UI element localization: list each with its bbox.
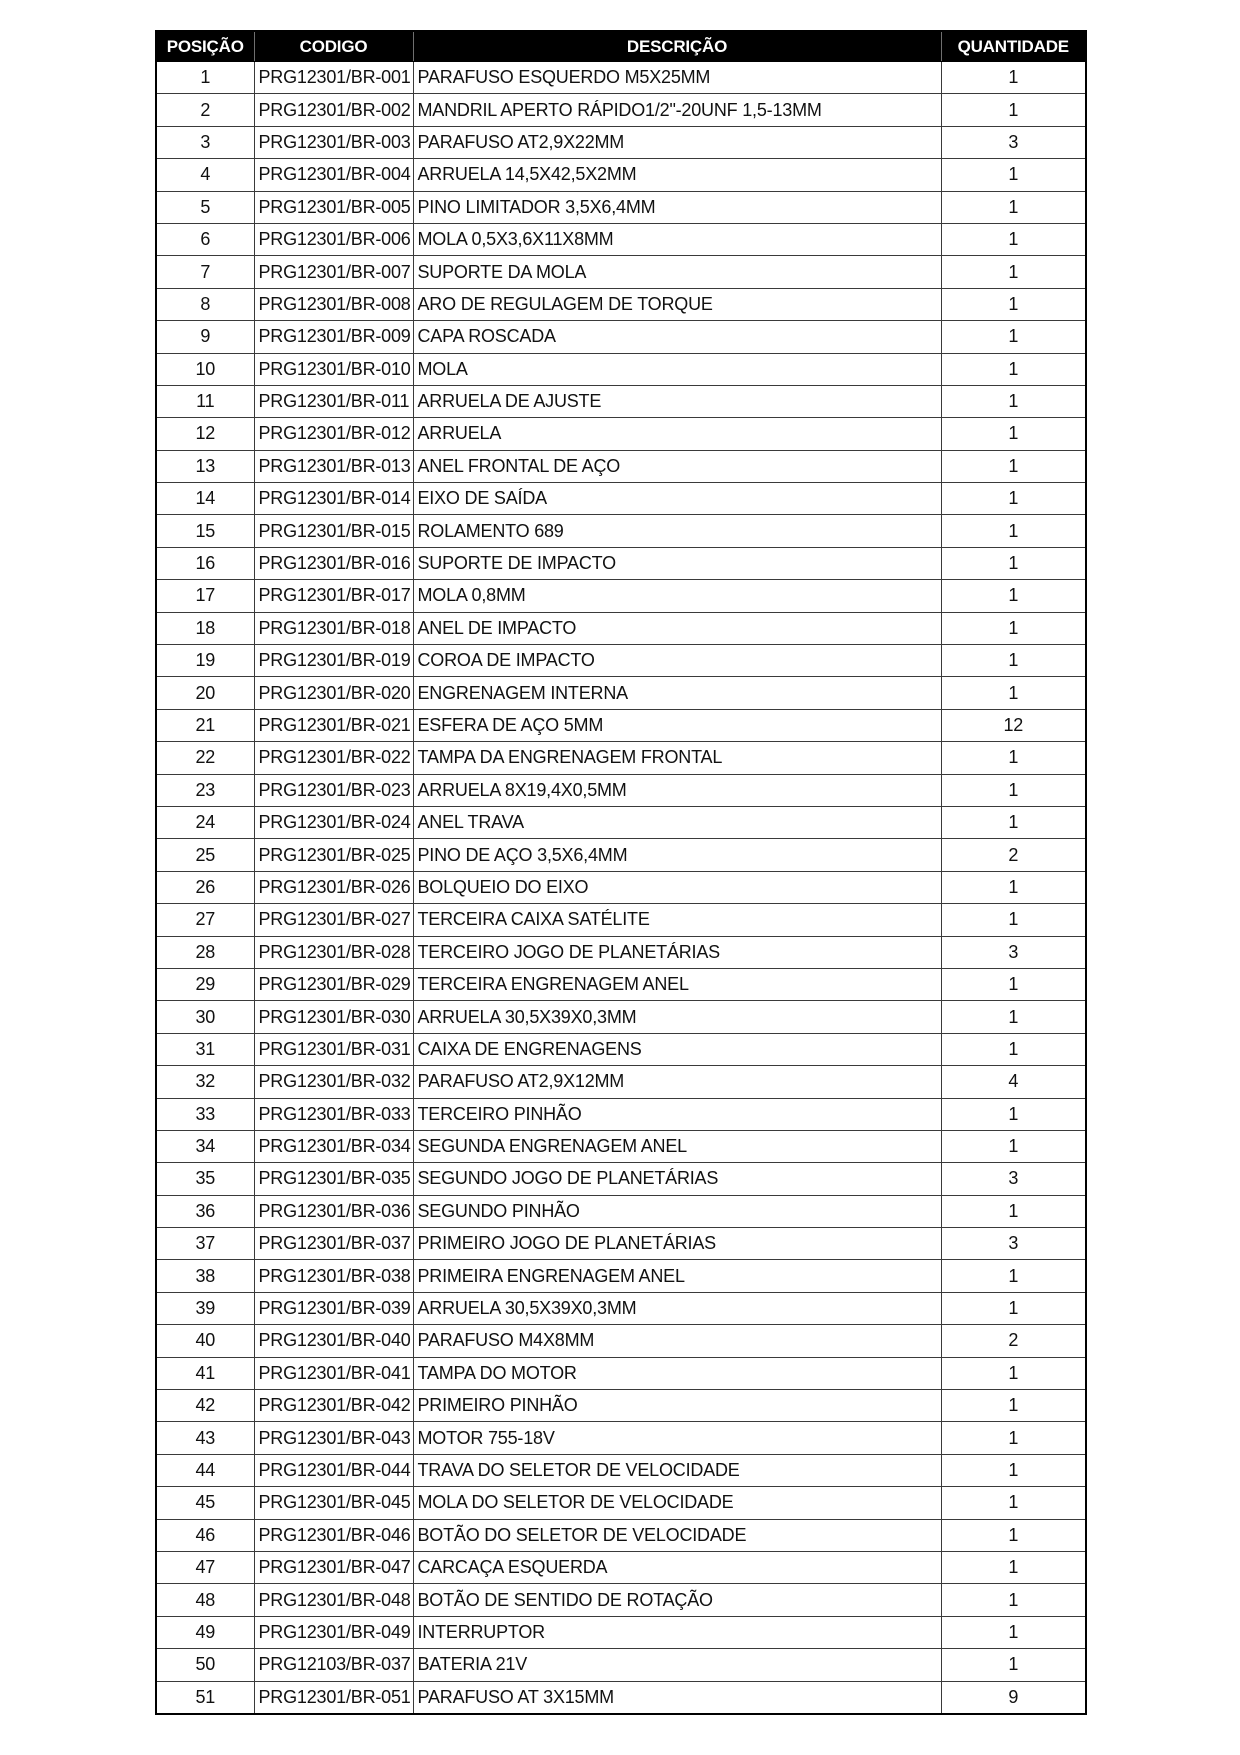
table-row [156, 62, 1086, 94]
table-row [156, 1195, 1086, 1227]
cell-quantidade: 1 [941, 483, 1086, 515]
cell-posicao: 21 [156, 709, 254, 741]
cell-quantidade: 1 [941, 1130, 1086, 1162]
cell-posicao: 12 [156, 418, 254, 450]
cell-codigo: PRG12301/BR-004 [254, 159, 413, 191]
cell-codigo: PRG12301/BR-010 [254, 353, 413, 385]
table-row [156, 1001, 1086, 1033]
table-row [156, 94, 1086, 126]
cell-codigo: PRG12301/BR-011 [254, 385, 413, 417]
cell-descricao: ARRUELA 14,5X42,5X2MM [413, 159, 941, 191]
cell-codigo: PRG12301/BR-049 [254, 1616, 413, 1648]
cell-codigo: PRG12301/BR-033 [254, 1098, 413, 1130]
cell-quantidade: 1 [941, 1584, 1086, 1616]
cell-posicao: 15 [156, 515, 254, 547]
cell-descricao: PRIMEIRO PINHÃO [413, 1390, 941, 1422]
table-row [156, 1649, 1086, 1681]
cell-posicao: 51 [156, 1681, 254, 1714]
cell-descricao: ESFERA DE AÇO 5MM [413, 709, 941, 741]
cell-descricao: SUPORTE DA MOLA [413, 256, 941, 288]
cell-posicao: 37 [156, 1228, 254, 1260]
cell-posicao: 1 [156, 62, 254, 94]
cell-descricao: PINO LIMITADOR 3,5X6,4MM [413, 191, 941, 223]
cell-descricao: PARAFUSO ESQUERDO M5X25MM [413, 62, 941, 94]
table-row [156, 418, 1086, 450]
cell-codigo: PRG12301/BR-032 [254, 1066, 413, 1098]
cell-codigo: PRG12301/BR-013 [254, 450, 413, 482]
cell-quantidade: 3 [941, 936, 1086, 968]
table-row [156, 1033, 1086, 1065]
cell-posicao: 38 [156, 1260, 254, 1292]
cell-descricao: INTERRUPTOR [413, 1616, 941, 1648]
cell-descricao: ANEL FRONTAL DE AÇO [413, 450, 941, 482]
cell-codigo: PRG12301/BR-026 [254, 871, 413, 903]
table-row [156, 126, 1086, 158]
cell-quantidade: 1 [941, 774, 1086, 806]
table-row [156, 483, 1086, 515]
cell-quantidade: 1 [941, 159, 1086, 191]
cell-codigo: PRG12301/BR-035 [254, 1163, 413, 1195]
cell-codigo: PRG12301/BR-045 [254, 1487, 413, 1519]
cell-codigo: PRG12301/BR-009 [254, 321, 413, 353]
table-row [156, 547, 1086, 579]
cell-descricao: PINO DE AÇO 3,5X6,4MM [413, 839, 941, 871]
cell-quantidade: 1 [941, 256, 1086, 288]
cell-posicao: 23 [156, 774, 254, 806]
cell-descricao: TAMPA DO MOTOR [413, 1357, 941, 1389]
cell-quantidade: 1 [941, 1487, 1086, 1519]
table-row [156, 1098, 1086, 1130]
cell-posicao: 27 [156, 904, 254, 936]
table-row [156, 191, 1086, 223]
cell-descricao: MOLA [413, 353, 941, 385]
cell-quantidade: 1 [941, 1551, 1086, 1583]
cell-codigo: PRG12301/BR-019 [254, 645, 413, 677]
cell-codigo: PRG12301/BR-048 [254, 1584, 413, 1616]
cell-descricao: PRIMEIRO JOGO DE PLANETÁRIAS [413, 1228, 941, 1260]
table-row [156, 1163, 1086, 1195]
cell-descricao: TERCEIRO JOGO DE PLANETÁRIAS [413, 936, 941, 968]
cell-descricao: PARAFUSO AT2,9X22MM [413, 126, 941, 158]
cell-codigo: PRG12301/BR-030 [254, 1001, 413, 1033]
cell-quantidade: 1 [941, 968, 1086, 1000]
cell-posicao: 6 [156, 223, 254, 255]
cell-posicao: 24 [156, 806, 254, 838]
table-row [156, 968, 1086, 1000]
cell-descricao: ARO DE REGULAGEM DE TORQUE [413, 288, 941, 320]
cell-quantidade: 1 [941, 547, 1086, 579]
cell-posicao: 11 [156, 385, 254, 417]
cell-posicao: 25 [156, 839, 254, 871]
cell-codigo: PRG12301/BR-034 [254, 1130, 413, 1162]
cell-quantidade: 1 [941, 1616, 1086, 1648]
cell-descricao: ROLAMENTO 689 [413, 515, 941, 547]
cell-descricao: TAMPA DA ENGRENAGEM FRONTAL [413, 742, 941, 774]
cell-posicao: 36 [156, 1195, 254, 1227]
table-row [156, 223, 1086, 255]
cell-posicao: 10 [156, 353, 254, 385]
cell-codigo: PRG12301/BR-043 [254, 1422, 413, 1454]
cell-posicao: 44 [156, 1454, 254, 1486]
cell-quantidade: 1 [941, 1195, 1086, 1227]
cell-descricao: TERCEIRA ENGRENAGEM ANEL [413, 968, 941, 1000]
cell-descricao: ARRUELA 30,5X39X0,3MM [413, 1001, 941, 1033]
table-row [156, 1292, 1086, 1324]
cell-quantidade: 1 [941, 191, 1086, 223]
cell-descricao: CAPA ROSCADA [413, 321, 941, 353]
table-row [156, 159, 1086, 191]
cell-quantidade: 4 [941, 1066, 1086, 1098]
cell-quantidade: 1 [941, 450, 1086, 482]
table-row [156, 1454, 1086, 1486]
cell-codigo: PRG12301/BR-003 [254, 126, 413, 158]
cell-quantidade: 12 [941, 709, 1086, 741]
cell-posicao: 13 [156, 450, 254, 482]
cell-codigo: PRG12301/BR-018 [254, 612, 413, 644]
cell-descricao: ARRUELA 30,5X39X0,3MM [413, 1292, 941, 1324]
table-row [156, 1487, 1086, 1519]
cell-quantidade: 3 [941, 126, 1086, 158]
cell-posicao: 9 [156, 321, 254, 353]
cell-descricao: SEGUNDO PINHÃO [413, 1195, 941, 1227]
cell-descricao: ARRUELA 8X19,4X0,5MM [413, 774, 941, 806]
cell-codigo: PRG12301/BR-002 [254, 94, 413, 126]
cell-descricao: BOTÃO DE SENTIDO DE ROTAÇÃO [413, 1584, 941, 1616]
cell-posicao: 34 [156, 1130, 254, 1162]
cell-quantidade: 1 [941, 1519, 1086, 1551]
cell-posicao: 32 [156, 1066, 254, 1098]
cell-codigo: PRG12301/BR-008 [254, 288, 413, 320]
cell-quantidade: 1 [941, 871, 1086, 903]
table-row [156, 1325, 1086, 1357]
table-row [156, 1260, 1086, 1292]
cell-codigo: PRG12301/BR-027 [254, 904, 413, 936]
cell-posicao: 35 [156, 1163, 254, 1195]
cell-posicao: 45 [156, 1487, 254, 1519]
cell-posicao: 17 [156, 580, 254, 612]
cell-quantidade: 3 [941, 1228, 1086, 1260]
cell-posicao: 42 [156, 1390, 254, 1422]
cell-codigo: PRG12301/BR-015 [254, 515, 413, 547]
cell-quantidade: 2 [941, 839, 1086, 871]
cell-codigo: PRG12301/BR-024 [254, 806, 413, 838]
cell-posicao: 26 [156, 871, 254, 903]
cell-descricao: COROA DE IMPACTO [413, 645, 941, 677]
table-row [156, 774, 1086, 806]
cell-descricao: PARAFUSO AT 3X15MM [413, 1681, 941, 1714]
cell-descricao: EIXO DE SAÍDA [413, 483, 941, 515]
cell-quantidade: 1 [941, 385, 1086, 417]
table-row [156, 1066, 1086, 1098]
table-row [156, 1584, 1086, 1616]
cell-descricao: ANEL DE IMPACTO [413, 612, 941, 644]
cell-codigo: PRG12301/BR-046 [254, 1519, 413, 1551]
cell-quantidade: 1 [941, 1422, 1086, 1454]
cell-codigo: PRG12301/BR-044 [254, 1454, 413, 1486]
cell-quantidade: 2 [941, 1325, 1086, 1357]
table-row [156, 936, 1086, 968]
cell-quantidade: 1 [941, 1098, 1086, 1130]
table-row [156, 1422, 1086, 1454]
cell-posicao: 30 [156, 1001, 254, 1033]
cell-quantidade: 1 [941, 515, 1086, 547]
cell-quantidade: 1 [941, 1260, 1086, 1292]
parts-table [155, 30, 1087, 1715]
table-row [156, 321, 1086, 353]
cell-quantidade: 1 [941, 1033, 1086, 1065]
cell-codigo: PRG12301/BR-022 [254, 742, 413, 774]
table-row [156, 871, 1086, 903]
cell-quantidade: 1 [941, 1649, 1086, 1681]
cell-posicao: 20 [156, 677, 254, 709]
cell-descricao: CARCAÇA ESQUERDA [413, 1551, 941, 1583]
cell-descricao: ARRUELA DE AJUSTE [413, 385, 941, 417]
table-row [156, 1519, 1086, 1551]
table-row [156, 709, 1086, 741]
cell-posicao: 3 [156, 126, 254, 158]
cell-descricao: BOLQUEIO DO EIXO [413, 871, 941, 903]
cell-descricao: MOTOR 755-18V [413, 1422, 941, 1454]
cell-descricao: TERCEIRA CAIXA SATÉLITE [413, 904, 941, 936]
cell-posicao: 49 [156, 1616, 254, 1648]
table-row [156, 742, 1086, 774]
cell-quantidade: 1 [941, 353, 1086, 385]
cell-quantidade: 1 [941, 904, 1086, 936]
cell-codigo: PRG12103/BR-037 [254, 1649, 413, 1681]
cell-codigo: PRG12301/BR-039 [254, 1292, 413, 1324]
cell-codigo: PRG12301/BR-007 [254, 256, 413, 288]
table-row [156, 288, 1086, 320]
cell-posicao: 16 [156, 547, 254, 579]
table-row [156, 353, 1086, 385]
cell-quantidade: 1 [941, 1454, 1086, 1486]
table-row [156, 645, 1086, 677]
cell-codigo: PRG12301/BR-031 [254, 1033, 413, 1065]
cell-posicao: 50 [156, 1649, 254, 1681]
cell-codigo: PRG12301/BR-038 [254, 1260, 413, 1292]
cell-quantidade: 1 [941, 1390, 1086, 1422]
cell-codigo: PRG12301/BR-051 [254, 1681, 413, 1714]
cell-codigo: PRG12301/BR-020 [254, 677, 413, 709]
cell-posicao: 8 [156, 288, 254, 320]
cell-codigo: PRG12301/BR-016 [254, 547, 413, 579]
cell-posicao: 39 [156, 1292, 254, 1324]
cell-descricao: CAIXA DE ENGRENAGENS [413, 1033, 941, 1065]
cell-descricao: BOTÃO DO SELETOR DE VELOCIDADE [413, 1519, 941, 1551]
cell-posicao: 40 [156, 1325, 254, 1357]
cell-codigo: PRG12301/BR-042 [254, 1390, 413, 1422]
cell-codigo: PRG12301/BR-028 [254, 936, 413, 968]
cell-posicao: 29 [156, 968, 254, 1000]
cell-quantidade: 1 [941, 418, 1086, 450]
cell-codigo: PRG12301/BR-005 [254, 191, 413, 223]
cell-quantidade: 1 [941, 223, 1086, 255]
cell-quantidade: 1 [941, 62, 1086, 94]
cell-descricao: SEGUNDO JOGO DE PLANETÁRIAS [413, 1163, 941, 1195]
cell-quantidade: 1 [941, 806, 1086, 838]
table-row [156, 515, 1086, 547]
cell-quantidade: 1 [941, 742, 1086, 774]
table-header-row [156, 31, 1086, 62]
cell-quantidade: 9 [941, 1681, 1086, 1714]
column-header-descricao: DESCRIÇÃO [413, 31, 941, 62]
cell-posicao: 2 [156, 94, 254, 126]
table-row [156, 1357, 1086, 1389]
cell-posicao: 18 [156, 612, 254, 644]
cell-quantidade: 1 [941, 1292, 1086, 1324]
cell-posicao: 47 [156, 1551, 254, 1583]
table-row [156, 1616, 1086, 1648]
cell-posicao: 28 [156, 936, 254, 968]
cell-descricao: PARAFUSO M4X8MM [413, 1325, 941, 1357]
cell-quantidade: 1 [941, 677, 1086, 709]
cell-posicao: 31 [156, 1033, 254, 1065]
cell-posicao: 14 [156, 483, 254, 515]
cell-quantidade: 3 [941, 1163, 1086, 1195]
cell-quantidade: 1 [941, 94, 1086, 126]
cell-posicao: 4 [156, 159, 254, 191]
cell-quantidade: 1 [941, 580, 1086, 612]
cell-posicao: 41 [156, 1357, 254, 1389]
cell-descricao: PRIMEIRA ENGRENAGEM ANEL [413, 1260, 941, 1292]
cell-descricao: MOLA 0,8MM [413, 580, 941, 612]
cell-codigo: PRG12301/BR-006 [254, 223, 413, 255]
cell-descricao: MOLA DO SELETOR DE VELOCIDADE [413, 1487, 941, 1519]
table-row [156, 385, 1086, 417]
table-row [156, 580, 1086, 612]
cell-codigo: PRG12301/BR-029 [254, 968, 413, 1000]
cell-codigo: PRG12301/BR-001 [254, 62, 413, 94]
cell-descricao: ARRUELA [413, 418, 941, 450]
cell-quantidade: 1 [941, 612, 1086, 644]
cell-descricao: ANEL TRAVA [413, 806, 941, 838]
cell-posicao: 22 [156, 742, 254, 774]
cell-descricao: MANDRIL APERTO RÁPIDO1/2"-20UNF 1,5-13MM [413, 94, 941, 126]
cell-codigo: PRG12301/BR-040 [254, 1325, 413, 1357]
cell-codigo: PRG12301/BR-017 [254, 580, 413, 612]
table-row [156, 677, 1086, 709]
cell-posicao: 43 [156, 1422, 254, 1454]
cell-descricao: TRAVA DO SELETOR DE VELOCIDADE [413, 1454, 941, 1486]
parts-table-body [156, 62, 1086, 1714]
cell-posicao: 19 [156, 645, 254, 677]
table-row [156, 256, 1086, 288]
cell-quantidade: 1 [941, 1001, 1086, 1033]
cell-descricao: ENGRENAGEM INTERNA [413, 677, 941, 709]
cell-quantidade: 1 [941, 1357, 1086, 1389]
cell-codigo: PRG12301/BR-025 [254, 839, 413, 871]
cell-codigo: PRG12301/BR-021 [254, 709, 413, 741]
cell-codigo: PRG12301/BR-023 [254, 774, 413, 806]
table-row [156, 904, 1086, 936]
table-row [156, 1681, 1086, 1714]
cell-quantidade: 1 [941, 645, 1086, 677]
column-header-posicao: POSIÇÃO [156, 31, 254, 62]
cell-posicao: 7 [156, 256, 254, 288]
cell-posicao: 48 [156, 1584, 254, 1616]
cell-codigo: PRG12301/BR-012 [254, 418, 413, 450]
column-header-quantidade: QUANTIDADE [941, 31, 1086, 62]
table-row [156, 1390, 1086, 1422]
cell-descricao: TERCEIRO PINHÃO [413, 1098, 941, 1130]
table-row [156, 1228, 1086, 1260]
table-row [156, 612, 1086, 644]
cell-descricao: MOLA 0,5X3,6X11X8MM [413, 223, 941, 255]
table-row [156, 1130, 1086, 1162]
table-row [156, 806, 1086, 838]
table-row [156, 1551, 1086, 1583]
cell-codigo: PRG12301/BR-036 [254, 1195, 413, 1227]
cell-codigo: PRG12301/BR-041 [254, 1357, 413, 1389]
column-header-codigo: CODIGO [254, 31, 413, 62]
cell-codigo: PRG12301/BR-037 [254, 1228, 413, 1260]
cell-posicao: 33 [156, 1098, 254, 1130]
cell-posicao: 5 [156, 191, 254, 223]
cell-descricao: SUPORTE DE IMPACTO [413, 547, 941, 579]
cell-descricao: SEGUNDA ENGRENAGEM ANEL [413, 1130, 941, 1162]
cell-posicao: 46 [156, 1519, 254, 1551]
cell-descricao: PARAFUSO AT2,9X12MM [413, 1066, 941, 1098]
cell-descricao: BATERIA 21V [413, 1649, 941, 1681]
table-row [156, 450, 1086, 482]
cell-quantidade: 1 [941, 321, 1086, 353]
table-row [156, 839, 1086, 871]
cell-codigo: PRG12301/BR-047 [254, 1551, 413, 1583]
cell-quantidade: 1 [941, 288, 1086, 320]
cell-codigo: PRG12301/BR-014 [254, 483, 413, 515]
